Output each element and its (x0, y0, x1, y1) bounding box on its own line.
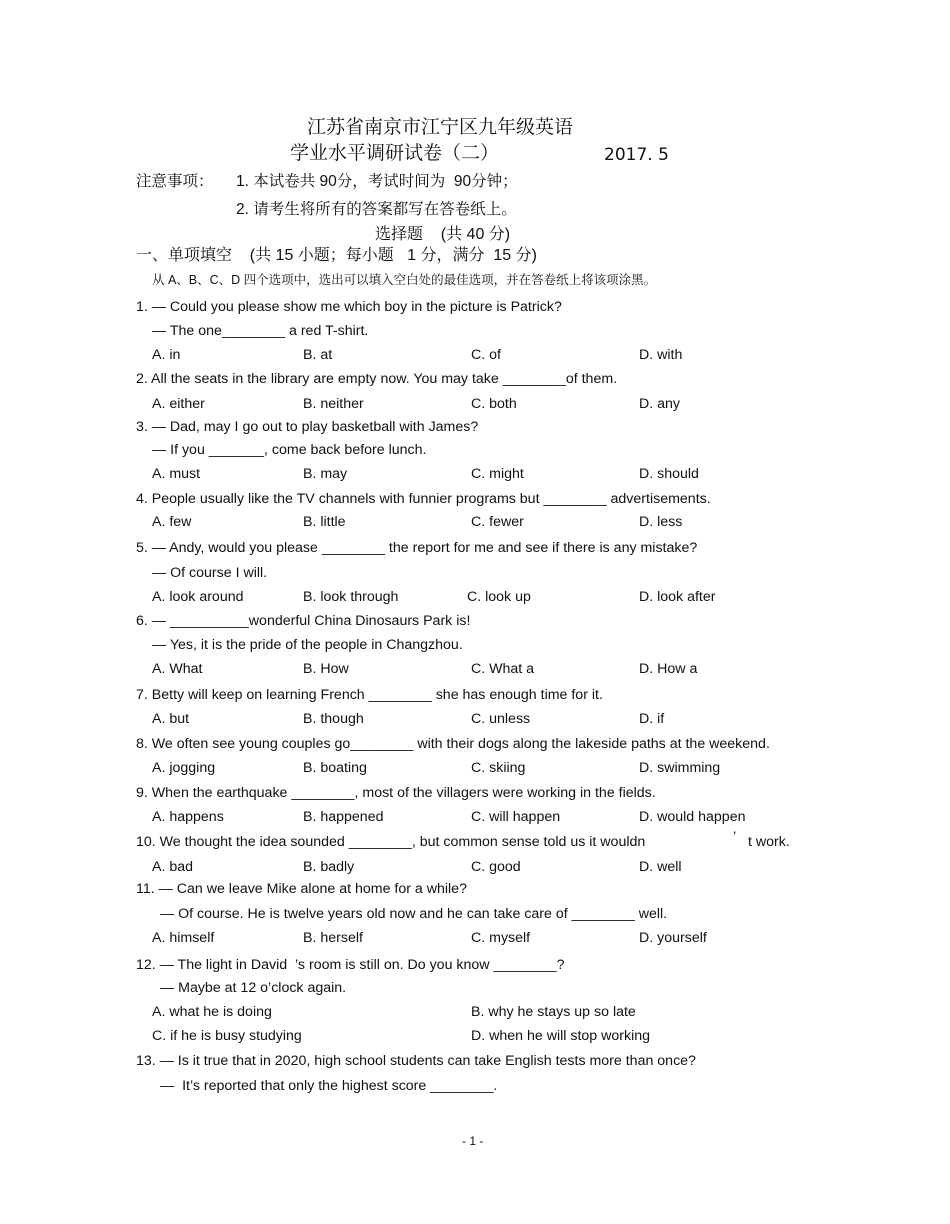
q11-option-a: A. himself (152, 930, 215, 946)
q3-option-a: A. must (152, 466, 201, 482)
q11-option-b: B. herself (303, 930, 363, 946)
instruction-text: 从 A、B、C、D 四个选项中，选出可以填入空白处的最佳选项，并在答卷纸上将该项涂黑。 (152, 273, 657, 287)
q8-option-a: A. jogging (152, 760, 216, 776)
q12-option-c: C. if he is busy studying (152, 1028, 302, 1044)
q4-option-a: A. few (152, 514, 192, 530)
question-13-reply: — It’s reported that only the highest score ________. (160, 1078, 498, 1094)
notes-item-1: 1. 本试卷共 90分，考试时间为 90分钟； (236, 173, 518, 190)
q2-option-d: D. any (639, 396, 681, 412)
q2-option-a: A. either (152, 396, 205, 412)
q4-option-c: C. fewer (471, 514, 524, 530)
q6-option-b: B. How (303, 661, 349, 677)
q7-option-a: A. but (152, 711, 190, 727)
notes-label: 注意事项： (136, 173, 214, 190)
q9-option-a: A. happens (152, 809, 224, 825)
q5-option-c: C. look up (467, 589, 531, 605)
question-4-stem: 4. People usually like the TV channels with funnier programs but ________ advertisements. (136, 491, 711, 507)
q6-option-d: D. How a (639, 661, 698, 677)
q1-option-d: D. with (639, 347, 683, 363)
q1-option-c: C. of (471, 347, 501, 363)
question-3-reply: — If you _______, come back before lunch. (152, 442, 427, 458)
q3-option-d: D. should (639, 466, 699, 482)
question-13-stem: 13. — Is it true that in 2020, high school students can take English tests more than once? (136, 1053, 696, 1069)
notes-item-2: 2. 请考生将所有的答案都写在答卷纸上。 (236, 201, 517, 218)
part-title: 一、单项填空 (共 15 小题；每小题 1 分，满分 15 分) (136, 247, 537, 264)
q8-option-b: B. boating (303, 760, 367, 776)
question-1-stem: 1. — Could you please show me which boy in the picture is Patrick? (136, 299, 562, 315)
q5-option-b: B. look through (303, 589, 399, 605)
q10-option-a: A. bad (152, 859, 194, 875)
q1-option-b: B. at (303, 347, 333, 363)
q5-option-d: D. look after (639, 589, 716, 605)
q10-option-d: D. well (639, 859, 682, 875)
q6-option-c: C. What a (471, 661, 535, 677)
q7-option-b: B. though (303, 711, 364, 727)
question-9-stem: 9. When the earthquake ________, most of the villagers were working in the fields. (136, 785, 656, 801)
q8-option-d: D. swimming (639, 760, 721, 776)
q2-option-b: B. neither (303, 396, 364, 412)
question-11-stem: 11. — Can we leave Mike alone at home for a while? (136, 881, 467, 897)
q3-option-c: C. might (471, 466, 524, 482)
q12-option-b: B. why he stays up so late (471, 1004, 636, 1020)
q10-option-c: C. good (471, 859, 521, 875)
q3-option-b: B. may (303, 466, 348, 482)
q4-option-b: B. little (303, 514, 346, 530)
question-7-stem: 7. Betty will keep on learning French ________ she has enough time for it. (136, 687, 603, 703)
question-8-stem: 8. We often see young couples go________ with their dogs along the lakeside paths at the weekend. (136, 736, 770, 752)
q9-option-d: D. would happen (639, 809, 746, 825)
exam-subtitle: 学业水平调研试卷（二） (290, 142, 500, 164)
q6-option-a: A. What (152, 661, 203, 677)
q11-option-d: D. yourself (639, 930, 707, 946)
question-10-stem-end: t work. (748, 834, 790, 850)
exam-date: 2017. 5 (604, 145, 669, 165)
question-2-stem: 2. All the seats in the library are empty now. You may take ________of them. (136, 371, 618, 387)
question-12-reply: — Maybe at 12 o’clock again. (160, 980, 347, 996)
q4-option-d: D. less (639, 514, 683, 530)
question-5-stem: 5. — Andy, would you please ________ the report for me and see if there is any mistake? (136, 540, 698, 556)
q9-option-c: C. will happen (471, 809, 561, 825)
question-10-apostrophe: ’ (733, 829, 737, 845)
question-11-reply: — Of course. He is twelve years old now and he can take care of ________ well. (160, 906, 668, 922)
q10-option-b: B. badly (303, 859, 355, 875)
q8-option-c: C. skiing (471, 760, 526, 776)
question-1-reply: — The one________ a red T-shirt. (152, 323, 369, 339)
question-10-stem: 10. We thought the idea sounded ________, but common sense told us it wouldn (136, 834, 646, 850)
question-6-reply: — Yes, it is the pride of the people in Changzhou. (152, 637, 463, 653)
q12-option-a: A. what he is doing (152, 1004, 272, 1020)
q1-option-a: A. in (152, 347, 181, 363)
question-12-stem: 12. — The light in David ’s room is still on. Do you know ________? (136, 957, 565, 973)
exam-title: 江苏省南京市江宁区九年级英语 (307, 116, 574, 138)
q2-option-c: C. both (471, 396, 517, 412)
question-3-stem: 3. — Dad, may I go out to play basketball with James? (136, 419, 479, 435)
question-6-stem: 6. — __________wonderful China Dinosaurs Park is! (136, 613, 471, 629)
q11-option-c: C. myself (471, 930, 531, 946)
page-number: - 1 - (462, 1134, 484, 1148)
q9-option-b: B. happened (303, 809, 384, 825)
q5-option-a: A. look around (152, 589, 244, 605)
question-5-reply: — Of course I will. (152, 565, 268, 581)
q12-option-d: D. when he will stop working (471, 1028, 650, 1044)
section-heading: 选择题 (共 40 分) (375, 226, 511, 243)
q7-option-c: C. unless (471, 711, 531, 727)
q7-option-d: D. if (639, 711, 665, 727)
